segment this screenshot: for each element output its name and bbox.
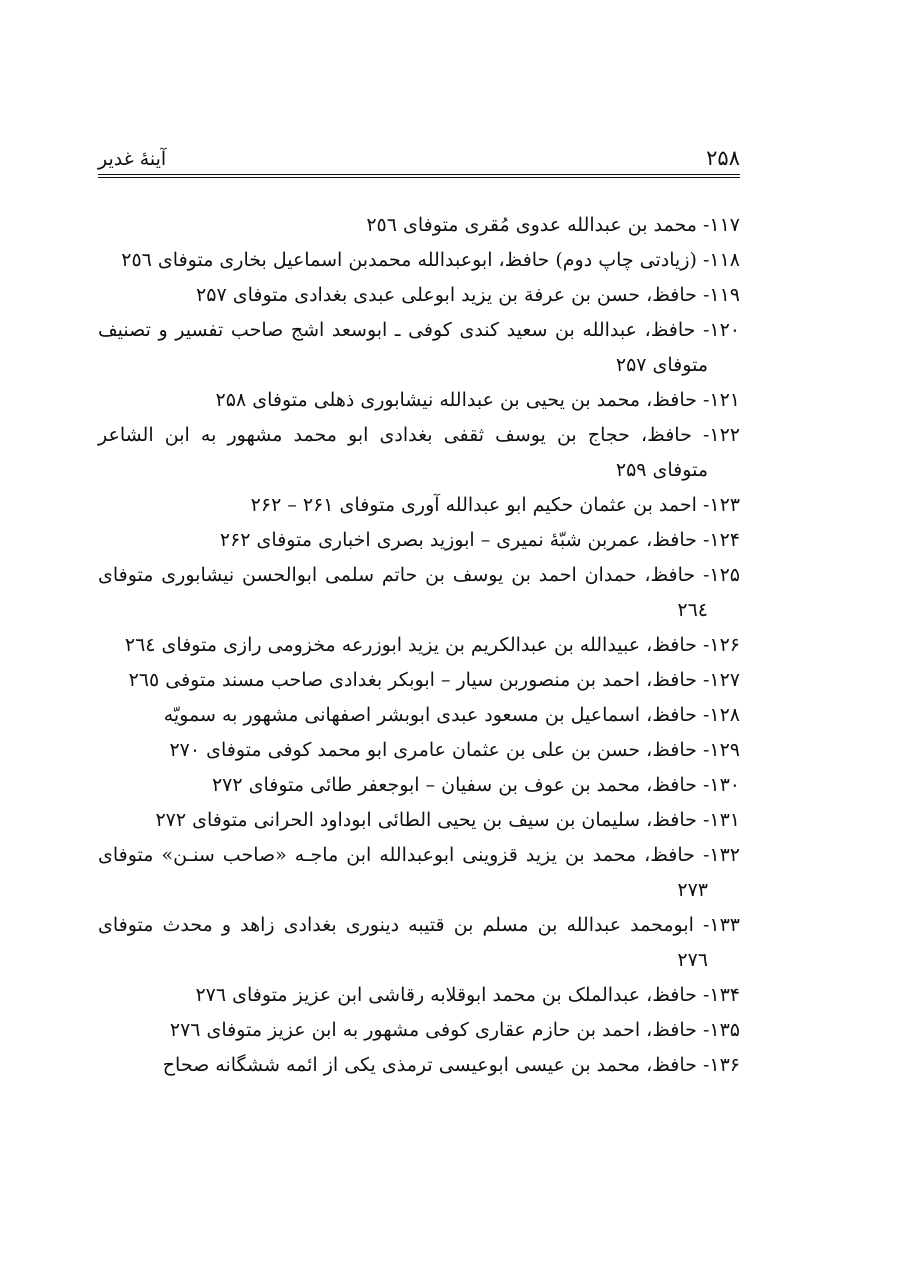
header-rule: [98, 174, 740, 178]
list-item: ۱۳۰- حافظ، محمد بن عوف بن سفیان – ابوجعفر طائی متوفای ۲۷۲: [211, 774, 740, 796]
list-item: ۱۲۸- حافظ، اسماعیل بن مسعود عبدی ابوبشر اصفهانی مشهور به سمویّه: [163, 704, 740, 726]
list-item: ۱۲۰- حافظ، عبدالله بن سعید کندی کوفی ـ ابوسعد اشج صاحب تفسیر و تصنیف متوفای ۲۵۷: [98, 319, 740, 376]
list-item: ۱۲۲- حافظ، حجاج بن یوسف ثقفی بغدادی ابو محمد مشهور به ابن الشاعر متوفای ۲۵۹: [98, 424, 740, 481]
list-item: ۱۲۵- حافظ، حمدان احمد بن یوسف بن حاتم سلمی ابوالحسن نیشابوری متوفای ٢٦٤: [98, 564, 740, 621]
list-item: ۱۳۱- حافظ، سلیمان بن سیف بن یحیی الطائی ابوداود الحرانی متوفای ۲۷۲: [155, 809, 740, 831]
list-item: ۱۲۴- حافظ، عمربن شبّهٔ نمیری – ابوزید بصری اخباری متوفای ۲۶۲: [219, 529, 740, 551]
entry-list: [98, 208, 740, 1083]
list-item: ۱۱۹- حافظ، حسن بن عرفة بن یزید ابوعلی عبدی بغدادی متوفای ۲۵۷: [196, 284, 740, 306]
list-item: ۱۳۶- حافظ، محمد بن عیسی ابوعیسی ترمذی یکی از ائمه ششگانه صحاح: [162, 1054, 740, 1076]
list-item: ۱۳۳- ابومحمد عبدالله بن مسلم بن قتیبه دینوری بغدادی زاهد و محدث متوفای ٢٧٦: [98, 914, 740, 971]
page-number: ۲۵۸: [706, 146, 740, 170]
running-head: [98, 140, 740, 170]
list-item: ۱۲۹- حافظ، حسن بن علی بن عثمان عامری ابو محمد کوفی متوفای ۲۷۰: [169, 739, 740, 761]
list-item: ۱۲۷- حافظ، احمد بن منصوربن سیار – ابوبکر بغدادی صاحب مسند متوفی ٢٦٥: [128, 669, 740, 691]
list-item: ۱۳۲- حافظ، محمد بن یزید قزوینی ابوعبدالله ابن ماجـه «صاحب سنـن» متوفای ۲۷۳: [98, 844, 740, 901]
list-item: ۱۲۶- حافظ، عبیدالله بن عبدالکریم بن یزید ابوزرعه مخزومی رازی متوفای ٢٦٤: [124, 634, 740, 656]
list-item: ۱۲۳- احمد بن عثمان حکیم ابو عبدالله آوری متوفای ۲۶۱ – ۲۶۲: [250, 494, 740, 516]
list-item: ۱۳۴- حافظ، عبدالملک بن محمد ابوقلابه رقاشی ابن عزیز متوفای ٢٧٦: [195, 984, 740, 1006]
book-title: آینهٔ غدیر: [98, 148, 167, 170]
list-item: ۱۱۷- محمد بن عبدالله عدوی مُقری متوفای ٢٥٦: [366, 214, 740, 236]
list-item: ۱۱۸- (زیادتی چاپ دوم) حافظ، ابوعبدالله محمدبن اسماعیل بخاری متوفای ٢٥٦: [121, 249, 740, 271]
book-page: [98, 140, 740, 1083]
list-item: ۱۳۵- حافظ، احمد بن حازم عقاری کوفی مشهور به ابن عزیز متوفای ٢٧٦: [169, 1019, 740, 1041]
list-item: ۱۲۱- حافظ، محمد بن یحیی بن عبدالله نیشابوری ذهلی متوفای ۲۵۸: [215, 389, 740, 411]
